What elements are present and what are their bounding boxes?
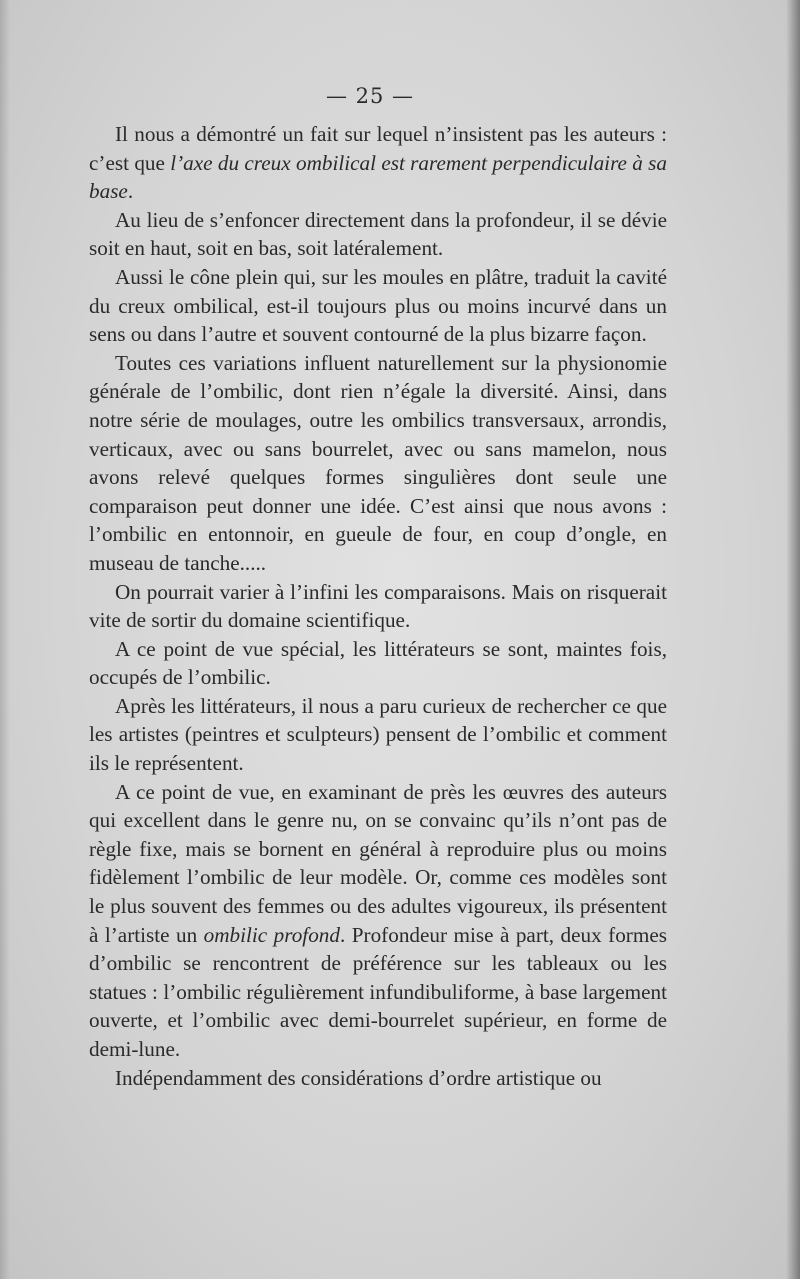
paragraph-1-text-start: Il nous a démontré un fait sur lequel n’insistent pas les auteurs : c’est que	[89, 122, 667, 175]
body-text	[89, 120, 667, 1092]
page-left-shadow	[0, 0, 10, 1279]
paragraph-5: On pourrait varier à l’infini les comparaisons. Mais on risquerait vite de sortir du domaine scientifique.	[89, 579, 667, 633]
paragraph-2: Au lieu de s’enfoncer directement dans la profondeur, il se dévie soit en haut, soit en bas, soit latéralement.	[89, 207, 667, 261]
paragraph-6: A ce point de vue spécial, les littérateurs se sont, maintes fois, occupés de l’ombilic.	[89, 636, 667, 690]
page-number: — 25 —	[325, 84, 415, 108]
paragraph-1	[89, 120, 667, 206]
paragraph-1-emphasis: l’axe du creux ombilical est rarement perpendiculaire à sa base	[89, 150, 667, 204]
paragraph-7: Après les littérateurs, il nous a paru curieux de rechercher ce que les artistes (peintres et sculpteurs) pensent de l’ombilic et comment ils le représentent.	[89, 693, 667, 776]
paragraph-8-text-end: . Profondeur mise à part, deux formes d’ombilic se rencontrent de préférence sur les tableaux ou les statues : l’ombilic régulièrement infundibuliforme, à base largement ouverte, et l’ombilic avec demi-bourrelet supérieur, en forme de demi-lune.	[89, 922, 667, 1061]
paragraph-4: Toutes ces variations influent naturellement sur la physionomie générale de l’ombilic, dont rien n’égale la diversité. Ainsi, dans notre série de moulages, outre les ombilics transversaux, arrondis, verticaux, avec ou sans bourrelet, avec ou sans mamelon, nous avons relevé quelques formes singulières dont seule une comparaison peut donner une idée. C’est ainsi que nous avons : l’ombilic en entonnoir, en gueule de four, en coup d’ongle, en museau de tanche.....	[89, 350, 667, 575]
paragraph-9: Indépendamment des considérations d’ordre artistique ou	[115, 1065, 602, 1090]
paragraph-1-text-end: .	[127, 179, 134, 204]
paragraph-3: Aussi le cône plein qui, sur les moules en plâtre, traduit la cavité du creux ombilical, est-il toujours plus ou moins incurvé dans un sens ou dans l’autre et souvent contourné de la plus bizarre façon.	[89, 264, 667, 347]
paragraph-8-text-start: A ce point de vue, en examinant de près les œuvres des auteurs qui excellent dans le genre nu, on se convainc qu’ils n’ont pas de règle fixe, mais se bornent en général à reproduire plus ou moins fidèlement l’ombilic de leur modèle. Or, comme ces modèles sont le plus souvent des femmes ou des adultes vigoureux, ils présentent à l’artiste un	[89, 779, 667, 947]
page-right-edge	[786, 0, 800, 1279]
paragraph-8	[89, 778, 667, 1064]
paragraph-8-emphasis: ombilic profond	[203, 922, 340, 947]
